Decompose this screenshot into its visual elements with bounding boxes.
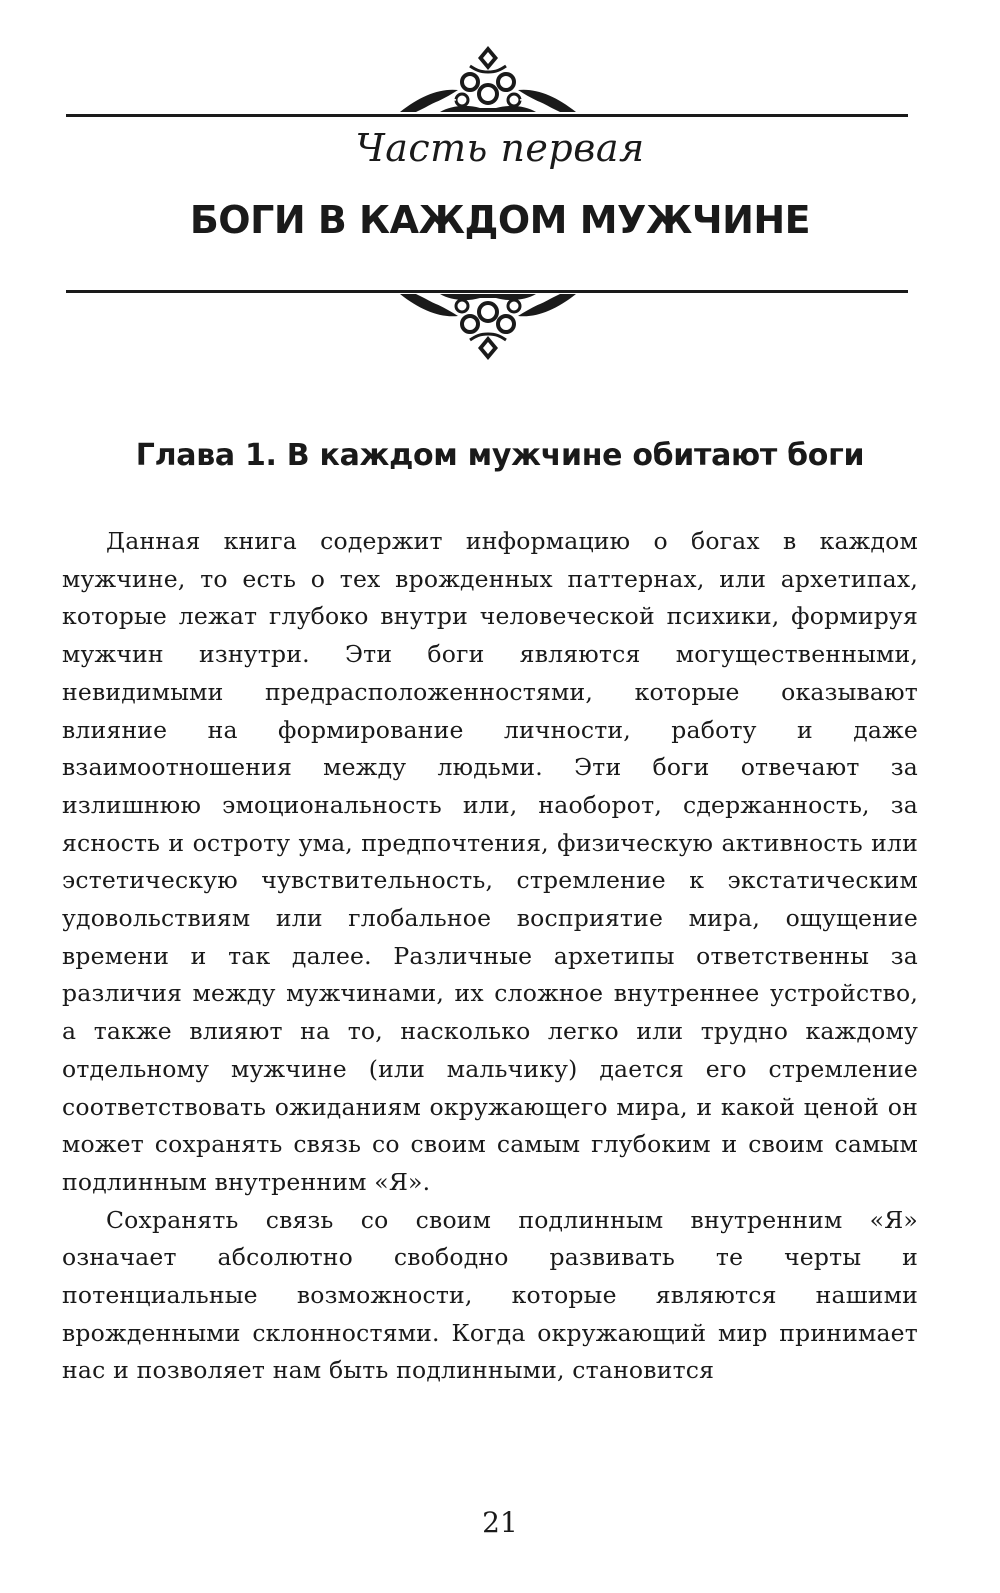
chapter-title: Глава 1. В каждом мужчине обитают боги — [135, 438, 865, 473]
page-number: 21 — [482, 1506, 518, 1539]
ornament-bottom-icon — [0, 282, 1000, 366]
paragraph: Данная книга содержит информацию о богах в каждом мужчине, то есть о тех врожденных паттернах, или архетипах, которые лежат глубоко внутри человеческой психики, формируя мужчин изнутри. Эти боги являются могущественными, невидимыми предрасположенностями, которые оказывают влияние на формирование личности, работу и даже взаимоотношения между людьми. Эти боги отвечают за излишнюю эмоциональность или, наоборот, сдержанность, за ясность и остроту ума, предпочтения, физическую активность или эстетическую чувствительность, стремление к экстатическим удовольствиям или глобальное восприятие мира, ощущение времени и так далее. Различные архетипы ответственны за различия между мужчинами, их сложное внутреннее устройство, а также влияют на то, насколько легко или трудно каждому отдельному мужчине (или мальчику) дается его стремление соответствовать ожиданиям окружающего мира, и какой ценой он может сохранять связь со своим самым глубоким и своим самым подлинным внутренним «Я». — [62, 527, 918, 1196]
ornament-top-icon — [0, 44, 1000, 124]
part-title: БОГИ В КАЖДОМ МУЖЧИНЕ — [189, 198, 811, 242]
body-text — [62, 523, 918, 1390]
paragraph: Сохранять связь со своим подлинным внутренним «Я» означает абсолютно свободно развивать те черты и потенциальные возможности, которые являются нашими врожденными склонностями. Когда окружающий мир принимает нас и позволяет нам быть подлинными, становится — [62, 1205, 918, 1385]
part-label: Часть первая — [355, 126, 645, 170]
